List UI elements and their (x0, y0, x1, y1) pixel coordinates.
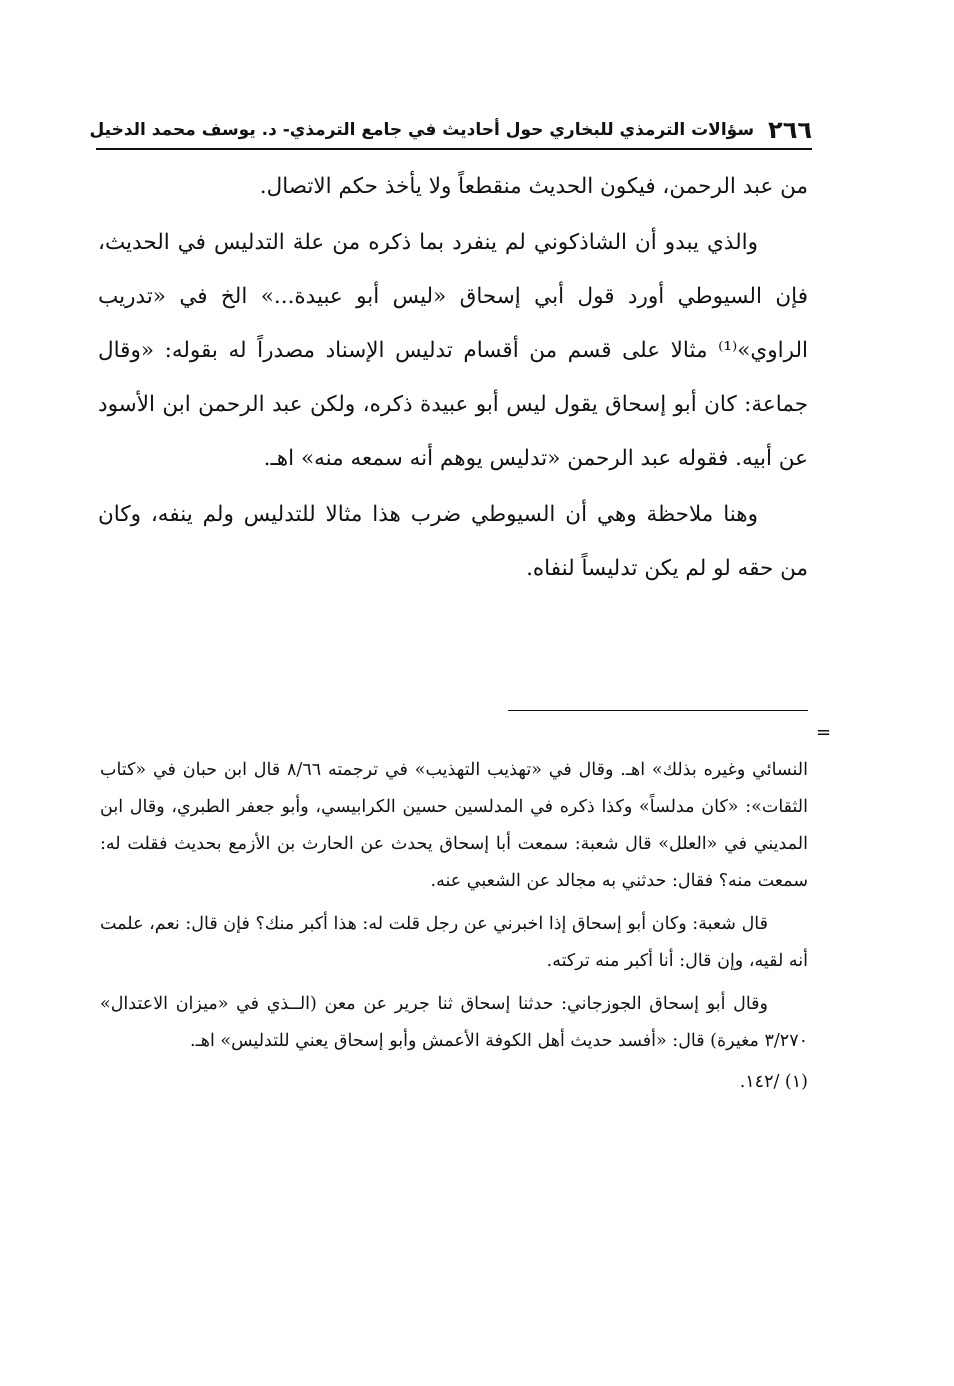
running-title: سؤالات الترمذي للبخاري حول أحاديث في جامع الترمذي- د. يوسف محمد الدخيل (89, 120, 755, 140)
footnote-paragraph-2: قال شعبة: وكان أبو إسحاق إذا اخبرني عن رجل قلت له: هذا أكبر منك؟ فإن قال: نعم، علمت أنه لقيه، وإن قال: أنا أكبر منه تركته. (100, 914, 808, 971)
footnote-reference: (١) /١٤٢. (739, 1072, 808, 1092)
footnote-divider (508, 710, 808, 711)
footnote-paragraph-1: النسائي وغيره بذلك» اهـ. وقال في «تهذيب التهذيب» في ترجمته ٨/٦٦ قال ابن حبان في «كتاب الثقات»: «كان مدلساً» وكذا ذكره في المدلسين حسين الكرابيسي، وأبو جعفر الطبري، وقال ابن المديني في «العلل» قال شعبة: سمعت أبا إسحاق يحدث عن الحارث بن الأزمع بحديث فقلت له: سمعت منه؟ فقال: حدثني به مجالد عن الشعبي عنه. (100, 760, 808, 891)
main-paragraph-1: من عبد الرحمن، فيكون الحديث منقطعاً ولا يأخذ حكم الاتصال. (259, 174, 808, 199)
footnotes (100, 752, 808, 1101)
continuation-marker: = (816, 722, 832, 743)
page-header (89, 112, 812, 150)
main-text (98, 160, 808, 596)
footnote-paragraph-3: وقال أبو إسحاق الجوزجاني: حدثنا إسحاق ثنا جرير عن معن (الــذي في «ميزان الاعتدال» ٣/٢٧٠ مغيرة) قال: «أفسد حديث أهل الكوفة الأعمش وأبو إسحاق يعني للتدليس» اهـ. (100, 994, 808, 1051)
main-paragraph-2: والذي يبدو أن الشاذكوني لم ينفرد بما ذكره من علة التدليس في الحديث، فإن السيوطي أورد قول أبي إسحاق «ليس أبو عبيدة...» الخ في «تدريب الراوي»⁽¹⁾ مثالا على قسم من أقسام تدليس الإسناد مصدراً له بقوله: «وقال جماعة: كان أبو إسحاق يقول ليس أبو عبيدة ذكره، ولكن عبد الرحمن ابن الأسود عن أبيه. فقوله عبد الرحمن «تدليس يوهم أنه سمعه منه» اهـ. (98, 230, 808, 471)
main-paragraph-3: وهنا ملاحظة وهي أن السيوطي ضرب هذا مثالا للتدليس ولم ينفه، وكان من حقه لو لم يكن تدليساً لنفاه. (98, 502, 808, 581)
page-number: ٢٦٦ (768, 116, 812, 144)
